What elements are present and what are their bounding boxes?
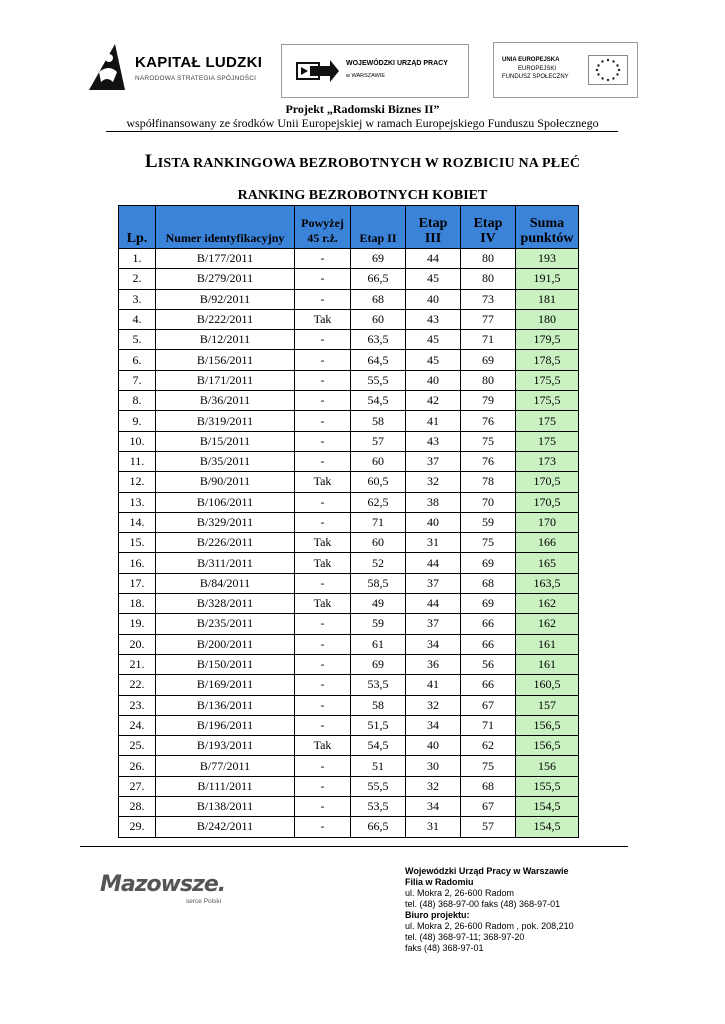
cell-over45: Tak xyxy=(295,533,351,553)
cell-id: B/106/2011 xyxy=(156,492,295,512)
cell-etap3: 43 xyxy=(406,309,461,329)
cell-etap4: 77 xyxy=(461,309,516,329)
table-row xyxy=(119,451,579,471)
cell-lp: 12. xyxy=(119,472,156,492)
cell-id: B/279/2011 xyxy=(156,269,295,289)
cell-over45: - xyxy=(295,391,351,411)
cell-sum: 161 xyxy=(516,654,579,674)
cell-etap4: 80 xyxy=(461,370,516,390)
cell-etap3: 40 xyxy=(406,512,461,532)
cell-sum: 162 xyxy=(516,594,579,614)
eu-line-2: EUROPEJSKI xyxy=(518,66,557,72)
page-title-initial: L xyxy=(144,151,158,172)
cell-sum: 175,5 xyxy=(516,370,579,390)
page-title-rest: ISTA RANKINGOWA BEZROBOTNYCH W ROZBICIU NA PŁEĆ xyxy=(157,156,581,171)
address-line: Filia w Radomiu xyxy=(405,877,474,887)
table-row xyxy=(119,330,579,350)
cell-etap2: 60 xyxy=(351,533,406,553)
cell-etap4: 67 xyxy=(461,695,516,715)
cell-etap3: 32 xyxy=(406,776,461,796)
table-row xyxy=(119,269,579,289)
cell-etap2: 58 xyxy=(351,695,406,715)
cell-etap4: 76 xyxy=(461,451,516,471)
cell-id: B/319/2011 xyxy=(156,411,295,431)
cell-lp: 9. xyxy=(119,411,156,431)
cell-etap3: 31 xyxy=(406,817,461,837)
cell-id: B/311/2011 xyxy=(156,553,295,573)
cell-id: B/235/2011 xyxy=(156,614,295,634)
cell-id: B/328/2011 xyxy=(156,594,295,614)
table-row xyxy=(119,634,579,654)
cell-lp: 4. xyxy=(119,309,156,329)
cell-lp: 23. xyxy=(119,695,156,715)
cell-lp: 28. xyxy=(119,797,156,817)
cell-sum: 170,5 xyxy=(516,492,579,512)
cell-id: B/136/2011 xyxy=(156,695,295,715)
table-row xyxy=(119,472,579,492)
cell-etap3: 45 xyxy=(406,269,461,289)
cell-etap3: 32 xyxy=(406,695,461,715)
cell-etap4: 75 xyxy=(461,533,516,553)
project-title: Projekt „Radomski Biznes II” xyxy=(285,102,440,116)
address-line: Biuro projektu: xyxy=(405,910,470,920)
table-row xyxy=(119,350,579,370)
table-row xyxy=(119,492,579,512)
cell-over45: Tak xyxy=(295,736,351,756)
table-row xyxy=(119,512,579,532)
cell-id: B/15/2011 xyxy=(156,431,295,451)
cell-over45: - xyxy=(295,756,351,776)
cell-sum: 161 xyxy=(516,634,579,654)
table-body xyxy=(119,249,579,838)
cell-sum: 162 xyxy=(516,614,579,634)
header-over45 xyxy=(295,206,351,249)
cell-etap2: 64,5 xyxy=(351,350,406,370)
cell-etap2: 53,5 xyxy=(351,797,406,817)
eu-line-3: FUNDUSZ SPOŁECZNY xyxy=(502,74,569,80)
cell-over45: - xyxy=(295,797,351,817)
cell-etap3: 45 xyxy=(406,350,461,370)
cell-etap4: 76 xyxy=(461,411,516,431)
table-row xyxy=(119,817,579,837)
cell-id: B/12/2011 xyxy=(156,330,295,350)
cell-id: B/226/2011 xyxy=(156,533,295,553)
header-rule xyxy=(106,131,618,132)
table-row xyxy=(119,533,579,553)
cell-etap3: 44 xyxy=(406,553,461,573)
cell-etap2: 58 xyxy=(351,411,406,431)
address-line: ul. Mokra 2, 26-600 Radom xyxy=(405,888,515,898)
table-row xyxy=(119,594,579,614)
header-sum-line1: Suma xyxy=(529,216,565,231)
address-line: tel. (48) 368-97-11; 368-97-20 xyxy=(405,932,525,942)
table-row xyxy=(119,695,579,715)
cell-over45: - xyxy=(295,289,351,309)
cell-id: B/177/2011 xyxy=(156,249,295,269)
cell-lp: 16. xyxy=(119,553,156,573)
cell-over45: Tak xyxy=(295,472,351,492)
kapital-ludzki-figure-icon xyxy=(85,42,127,92)
cell-lp: 18. xyxy=(119,594,156,614)
cell-etap3: 44 xyxy=(406,594,461,614)
cell-lp: 25. xyxy=(119,736,156,756)
cell-id: B/196/2011 xyxy=(156,715,295,735)
table-row xyxy=(119,715,579,735)
cell-etap3: 34 xyxy=(406,797,461,817)
table-row xyxy=(119,553,579,573)
cell-lp: 22. xyxy=(119,675,156,695)
cell-etap2: 53,5 xyxy=(351,675,406,695)
cell-etap4: 59 xyxy=(461,512,516,532)
logo-bar xyxy=(85,40,655,98)
cell-id: B/242/2011 xyxy=(156,817,295,837)
cell-lp: 15. xyxy=(119,533,156,553)
cell-over45: - xyxy=(295,715,351,735)
cell-over45: - xyxy=(295,249,351,269)
cell-sum: 193 xyxy=(516,249,579,269)
cell-lp: 11. xyxy=(119,451,156,471)
cell-etap2: 49 xyxy=(351,594,406,614)
cell-over45: Tak xyxy=(295,553,351,573)
eu-line-1: UNIA EUROPEJSKA xyxy=(502,57,560,63)
cell-etap4: 79 xyxy=(461,391,516,411)
header-over45-line2: 45 r.ż. xyxy=(307,231,338,245)
cell-sum: 160,5 xyxy=(516,675,579,695)
cell-over45: - xyxy=(295,451,351,471)
cell-etap3: 41 xyxy=(406,411,461,431)
cell-etap3: 42 xyxy=(406,391,461,411)
cell-etap4: 70 xyxy=(461,492,516,512)
cell-lp: 10. xyxy=(119,431,156,451)
cell-sum: 156,5 xyxy=(516,715,579,735)
cell-over45: - xyxy=(295,269,351,289)
cell-etap2: 58,5 xyxy=(351,573,406,593)
mazowsze-logo xyxy=(100,872,240,912)
cell-lp: 8. xyxy=(119,391,156,411)
cell-etap2: 69 xyxy=(351,654,406,674)
table-row xyxy=(119,654,579,674)
header-etap3 xyxy=(406,206,461,249)
cell-id: B/77/2011 xyxy=(156,756,295,776)
mazowsze-wordmark: Mazowsze. xyxy=(100,872,226,897)
cell-etap2: 57 xyxy=(351,431,406,451)
header-sum xyxy=(516,206,579,249)
header-id: Numer identyfikacyjny xyxy=(156,206,295,249)
table-row xyxy=(119,370,579,390)
table-row xyxy=(119,756,579,776)
wup-title: WOJEWÓDZKI URZĄD PRACY xyxy=(346,60,448,67)
cell-lp: 24. xyxy=(119,715,156,735)
address-line: faks (48) 368-97-01 xyxy=(405,943,484,953)
cell-sum: 170,5 xyxy=(516,472,579,492)
cell-over45: - xyxy=(295,411,351,431)
header-etap2: Etap II xyxy=(351,206,406,249)
cell-etap2: 62,5 xyxy=(351,492,406,512)
table-row xyxy=(119,391,579,411)
cell-over45: - xyxy=(295,350,351,370)
cell-id: B/35/2011 xyxy=(156,451,295,471)
cell-etap4: 66 xyxy=(461,614,516,634)
wup-logo xyxy=(281,44,469,98)
cell-etap2: 55,5 xyxy=(351,776,406,796)
cell-etap3: 31 xyxy=(406,533,461,553)
cell-sum: 166 xyxy=(516,533,579,553)
cell-etap2: 63,5 xyxy=(351,330,406,350)
cell-over45: - xyxy=(295,675,351,695)
cell-sum: 175 xyxy=(516,411,579,431)
cell-etap3: 34 xyxy=(406,634,461,654)
header-etap3-line2: III xyxy=(424,231,442,246)
cell-sum: 154,5 xyxy=(516,817,579,837)
cell-etap4: 57 xyxy=(461,817,516,837)
cell-sum: 163,5 xyxy=(516,573,579,593)
cell-over45: Tak xyxy=(295,309,351,329)
cell-etap3: 45 xyxy=(406,330,461,350)
cell-etap2: 51 xyxy=(351,756,406,776)
address-line: tel. (48) 368-97-00 faks (48) 368-97-01 xyxy=(405,899,561,909)
cell-over45: - xyxy=(295,492,351,512)
cell-etap2: 60,5 xyxy=(351,472,406,492)
cell-sum: 156,5 xyxy=(516,736,579,756)
cell-etap2: 55,5 xyxy=(351,370,406,390)
footer-rule xyxy=(80,846,628,847)
cell-over45: - xyxy=(295,695,351,715)
cell-etap2: 59 xyxy=(351,614,406,634)
cell-over45: - xyxy=(295,431,351,451)
cell-etap4: 66 xyxy=(461,675,516,695)
cell-etap3: 40 xyxy=(406,289,461,309)
cell-lp: 7. xyxy=(119,370,156,390)
cell-etap4: 68 xyxy=(461,776,516,796)
cell-lp: 21. xyxy=(119,654,156,674)
table-row xyxy=(119,431,579,451)
cell-etap4: 68 xyxy=(461,573,516,593)
cell-etap4: 80 xyxy=(461,249,516,269)
cell-over45: Tak xyxy=(295,594,351,614)
header-sum-line2: punktów xyxy=(520,231,574,246)
cell-etap4: 71 xyxy=(461,330,516,350)
cell-id: B/193/2011 xyxy=(156,736,295,756)
kapital-ludzki-title: KAPITAŁ LUDZKI xyxy=(135,54,263,71)
eu-flag-icon xyxy=(588,55,628,85)
cell-over45: - xyxy=(295,614,351,634)
cell-id: B/150/2011 xyxy=(156,654,295,674)
cell-lp: 2. xyxy=(119,269,156,289)
cell-id: B/169/2011 xyxy=(156,675,295,695)
cell-etap2: 54,5 xyxy=(351,736,406,756)
cell-etap2: 66,5 xyxy=(351,817,406,837)
header-over45-line1: Powyżej xyxy=(301,216,344,230)
cell-lp: 19. xyxy=(119,614,156,634)
header-etap3-line1: Etap xyxy=(418,216,448,231)
cell-id: B/156/2011 xyxy=(156,350,295,370)
cell-lp: 27. xyxy=(119,776,156,796)
cell-sum: 156 xyxy=(516,756,579,776)
cell-id: B/138/2011 xyxy=(156,797,295,817)
cell-sum: 157 xyxy=(516,695,579,715)
footer-address xyxy=(405,866,574,954)
cell-id: B/90/2011 xyxy=(156,472,295,492)
cell-sum: 173 xyxy=(516,451,579,471)
cell-etap2: 61 xyxy=(351,634,406,654)
page-title xyxy=(0,151,725,173)
table-row xyxy=(119,614,579,634)
cell-etap2: 54,5 xyxy=(351,391,406,411)
cell-sum: 170 xyxy=(516,512,579,532)
cell-etap2: 68 xyxy=(351,289,406,309)
table-row xyxy=(119,573,579,593)
cell-lp: 5. xyxy=(119,330,156,350)
cell-etap3: 38 xyxy=(406,492,461,512)
cell-etap3: 37 xyxy=(406,573,461,593)
cell-etap2: 60 xyxy=(351,309,406,329)
table-header-row xyxy=(119,206,579,249)
cell-etap4: 78 xyxy=(461,472,516,492)
table-row xyxy=(119,249,579,269)
cell-etap4: 69 xyxy=(461,553,516,573)
cell-sum: 175 xyxy=(516,431,579,451)
table-row xyxy=(119,289,579,309)
cell-lp: 13. xyxy=(119,492,156,512)
cell-over45: - xyxy=(295,817,351,837)
address-line: ul. Mokra 2, 26-600 Radom , pok. 208,210 xyxy=(405,921,574,931)
cell-id: B/222/2011 xyxy=(156,309,295,329)
kapital-ludzki-subtitle: NARODOWA STRATEGIA SPÓJNOŚCI xyxy=(135,75,257,82)
cell-etap3: 37 xyxy=(406,614,461,634)
cell-etap2: 71 xyxy=(351,512,406,532)
header-etap4-line1: Etap xyxy=(473,216,503,231)
cell-over45: - xyxy=(295,330,351,350)
cell-over45: - xyxy=(295,512,351,532)
wup-arrow-icon xyxy=(296,57,340,85)
cell-id: B/200/2011 xyxy=(156,634,295,654)
cell-etap3: 36 xyxy=(406,654,461,674)
cell-etap2: 60 xyxy=(351,451,406,471)
cell-lp: 1. xyxy=(119,249,156,269)
cell-etap3: 40 xyxy=(406,370,461,390)
section-title: RANKING BEZROBOTNYCH KOBIET xyxy=(237,188,488,203)
cell-etap4: 67 xyxy=(461,797,516,817)
table-row xyxy=(119,797,579,817)
cell-over45: - xyxy=(295,776,351,796)
cofinance-note: współfinansowany ze środków Unii Europejskiej w ramach Europejskiego Funduszu Społecznego xyxy=(126,116,599,130)
cell-over45: - xyxy=(295,370,351,390)
table-row xyxy=(119,411,579,431)
kapital-ludzki-logo xyxy=(85,42,265,92)
cell-etap4: 69 xyxy=(461,350,516,370)
cell-id: B/111/2011 xyxy=(156,776,295,796)
header-lp: Lp. xyxy=(119,206,156,249)
cell-etap4: 75 xyxy=(461,756,516,776)
table-row xyxy=(119,675,579,695)
cell-etap3: 34 xyxy=(406,715,461,735)
cell-over45: - xyxy=(295,634,351,654)
ranking-table xyxy=(118,205,579,838)
cell-sum: 180 xyxy=(516,309,579,329)
cell-lp: 20. xyxy=(119,634,156,654)
cell-etap4: 66 xyxy=(461,634,516,654)
cell-etap2: 69 xyxy=(351,249,406,269)
cell-sum: 181 xyxy=(516,289,579,309)
cell-sum: 155,5 xyxy=(516,776,579,796)
cell-sum: 178,5 xyxy=(516,350,579,370)
eu-logo xyxy=(493,42,638,98)
cell-etap3: 37 xyxy=(406,451,461,471)
cell-over45: - xyxy=(295,654,351,674)
cell-etap3: 30 xyxy=(406,756,461,776)
cell-etap2: 52 xyxy=(351,553,406,573)
cell-sum: 154,5 xyxy=(516,797,579,817)
wup-subtitle: w WARSZAWIE xyxy=(346,73,386,79)
table-row xyxy=(119,309,579,329)
cell-etap2: 66,5 xyxy=(351,269,406,289)
cell-etap4: 62 xyxy=(461,736,516,756)
cell-etap4: 73 xyxy=(461,289,516,309)
cell-lp: 29. xyxy=(119,817,156,837)
mazowsze-tagline: serce Polski xyxy=(186,898,222,905)
cell-etap4: 75 xyxy=(461,431,516,451)
cell-id: B/84/2011 xyxy=(156,573,295,593)
cell-etap3: 32 xyxy=(406,472,461,492)
cell-lp: 26. xyxy=(119,756,156,776)
cell-etap3: 43 xyxy=(406,431,461,451)
cell-id: B/171/2011 xyxy=(156,370,295,390)
cell-lp: 3. xyxy=(119,289,156,309)
cell-etap3: 40 xyxy=(406,736,461,756)
cell-etap4: 69 xyxy=(461,594,516,614)
cell-sum: 165 xyxy=(516,553,579,573)
cell-etap3: 44 xyxy=(406,249,461,269)
cell-etap2: 51,5 xyxy=(351,715,406,735)
cell-lp: 6. xyxy=(119,350,156,370)
table-row xyxy=(119,776,579,796)
header-etap4 xyxy=(461,206,516,249)
cell-over45: - xyxy=(295,573,351,593)
cell-lp: 17. xyxy=(119,573,156,593)
cell-etap3: 41 xyxy=(406,675,461,695)
cell-sum: 179,5 xyxy=(516,330,579,350)
cell-etap4: 56 xyxy=(461,654,516,674)
cell-sum: 175,5 xyxy=(516,391,579,411)
cell-etap4: 71 xyxy=(461,715,516,735)
table-row xyxy=(119,736,579,756)
cell-lp: 14. xyxy=(119,512,156,532)
cell-id: B/92/2011 xyxy=(156,289,295,309)
cell-id: B/36/2011 xyxy=(156,391,295,411)
cell-sum: 191,5 xyxy=(516,269,579,289)
cell-id: B/329/2011 xyxy=(156,512,295,532)
cell-etap4: 80 xyxy=(461,269,516,289)
header-etap4-line2: IV xyxy=(480,231,496,246)
address-line: Wojewódzki Urząd Pracy w Warszawie xyxy=(405,866,569,876)
